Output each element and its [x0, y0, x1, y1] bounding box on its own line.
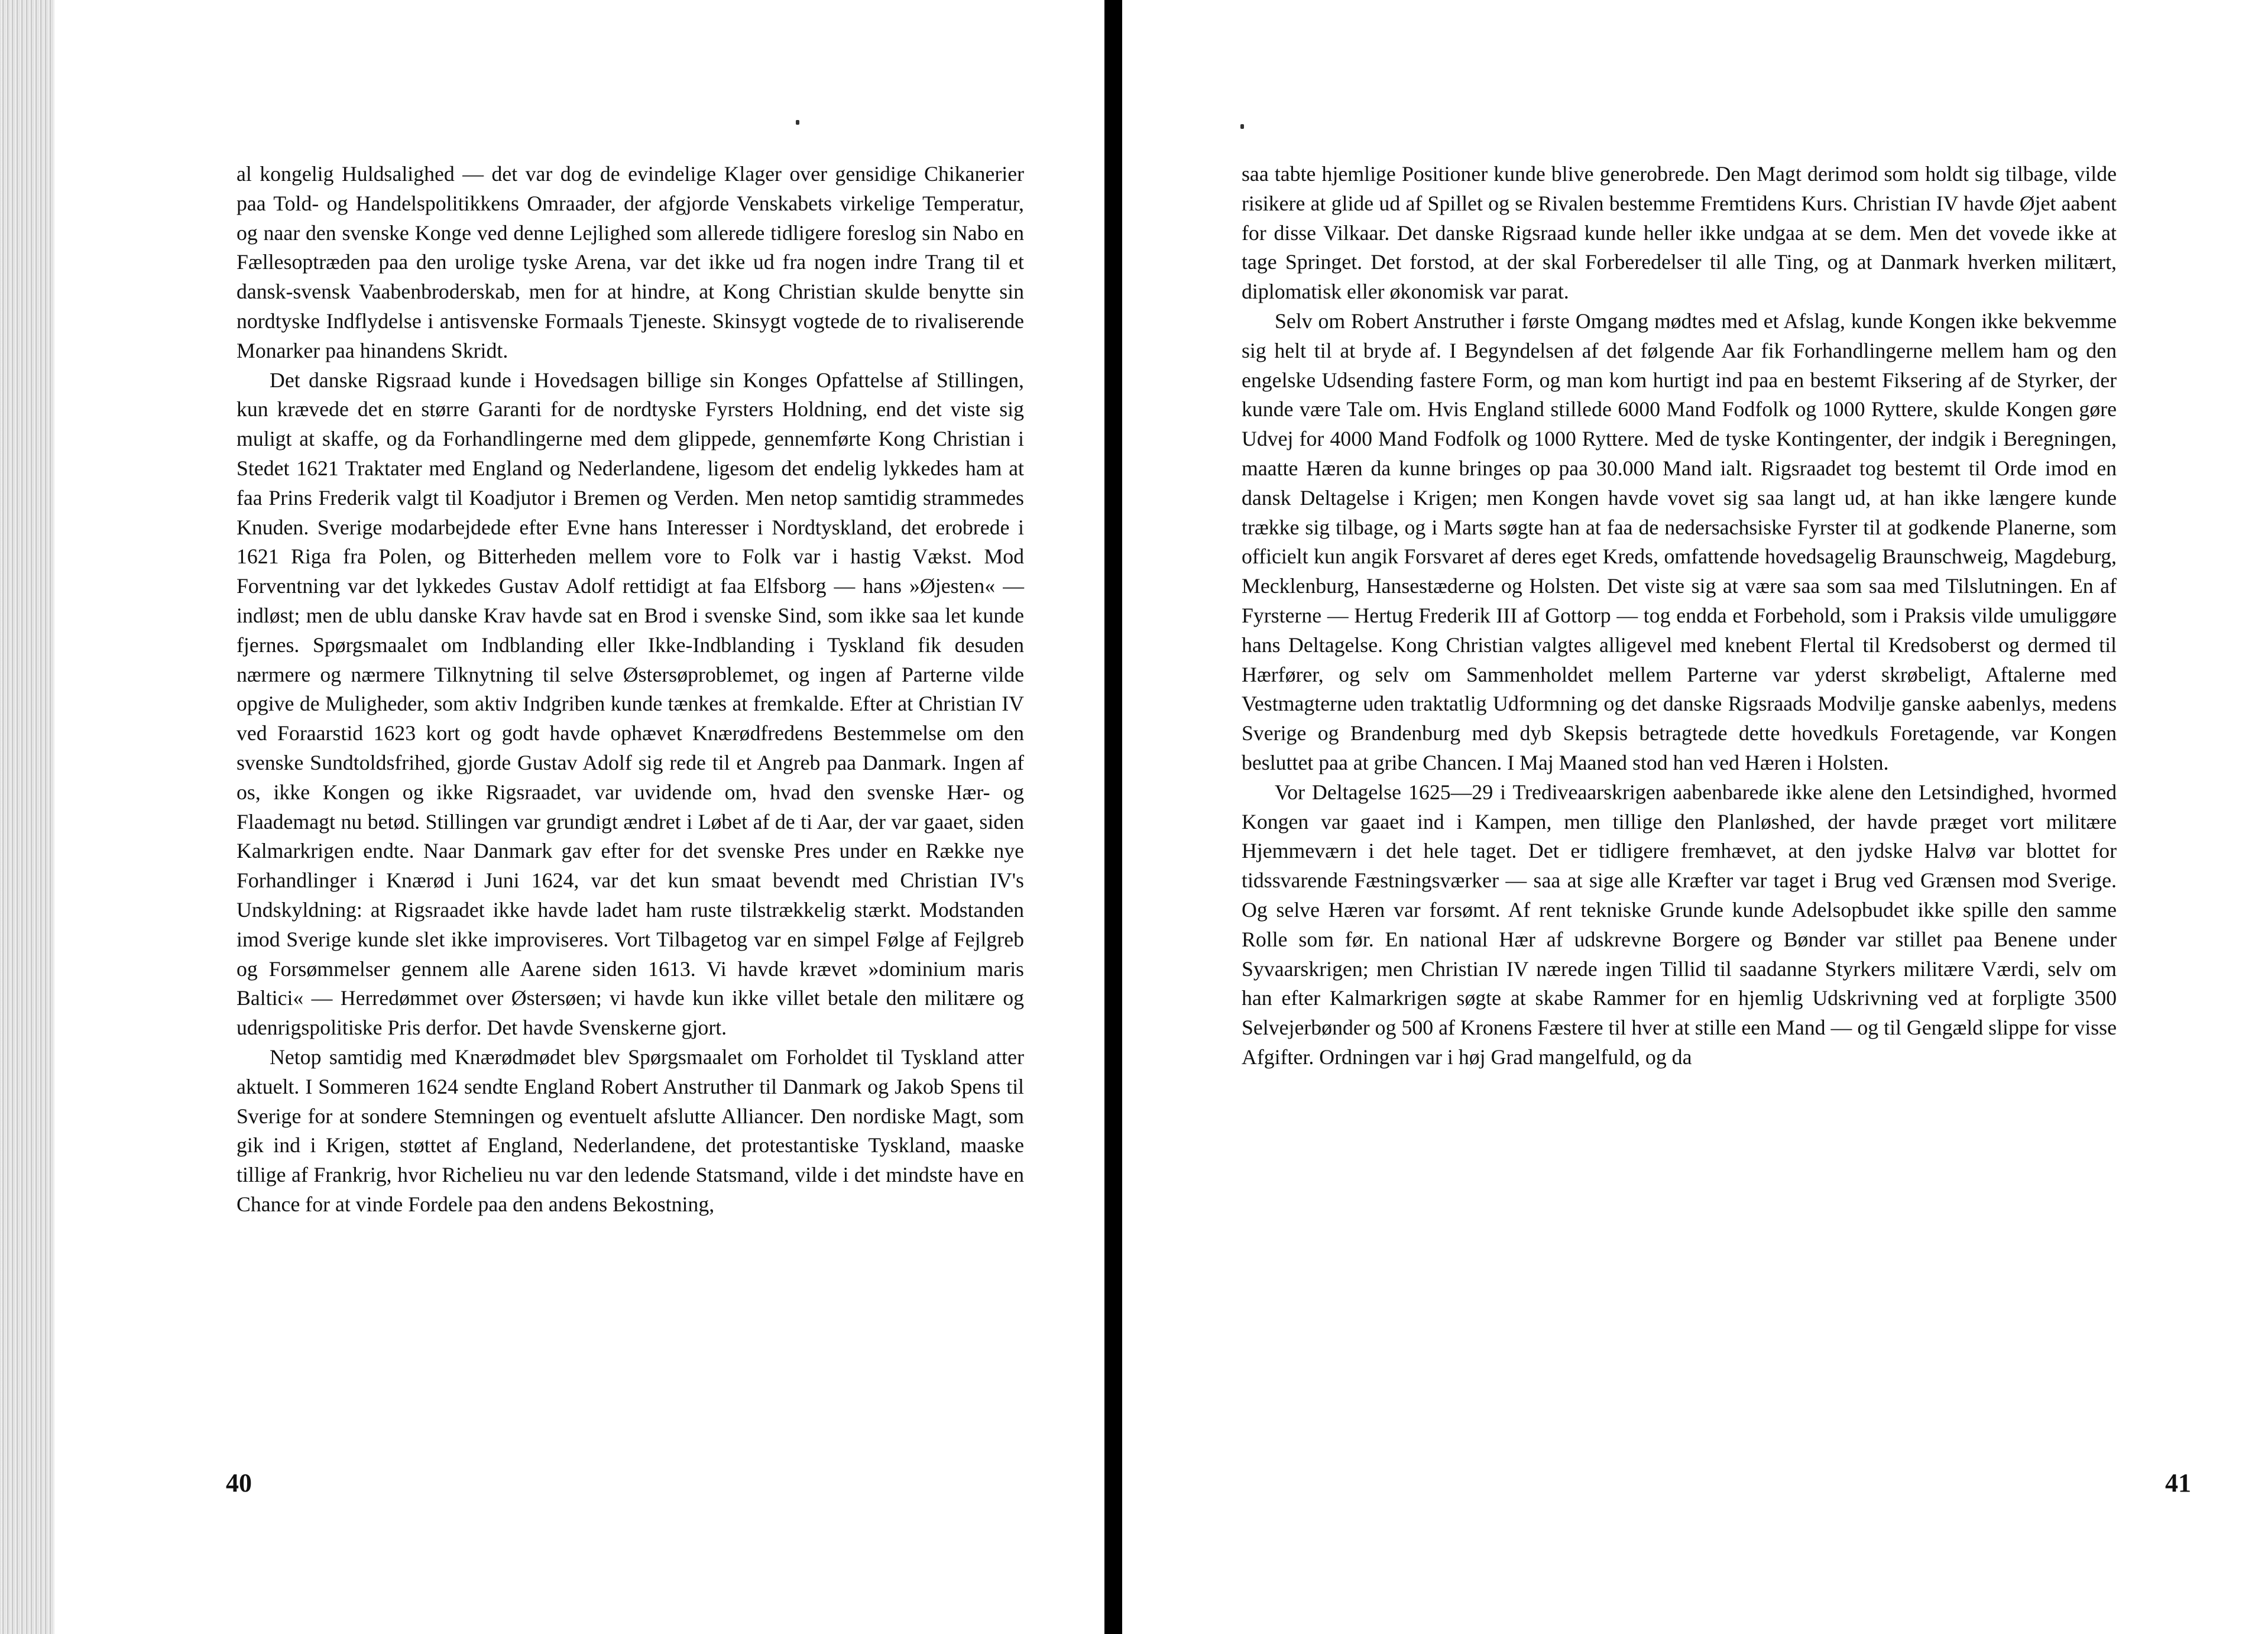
left-page [0, 0, 1104, 1634]
paragraph: al kongelig Huldsalighed — det var dog de evindelige Klager over gensidige Chikanerier paa Told- og Handelspolitikkens Omraader, der afgjorde Venskabets virkelige Temperatur, og naar den svenske Konge ved denne Lejlighed som allerede tidligere foreslog sin Nabo en Fællesoptræden paa den urolige tyske Arena, var det ikke ud fra nogen indre Trang til et dansk-svensk Vaabenbroderskab, men for at hindre, at Kong Christian skulde benytte sin nordtyske Indflydelse i antisvenske Formaals Tjeneste. Skinsygt vogtede de to rivaliserende Monarker paa hinandens Skridt. [236, 162, 1024, 362]
paragraph: Selv om Robert Anstruther i første Omgang mødtes med et Afslag, kunde Kongen ikke bekvemme sig helt til at bryde af. I Begyndelsen af det følgende Aar fik Forhandlingerne mellem ham og den engelske Udsending fastere Form, og man kom hurtigt ind paa en bestemt Fiksering af de Styrker, der kunde være Tale om. Hvis England stillede 6000 Mand Fodfolk og 1000 Ryttere, skulde Kongen gøre Udvej for 4000 Mand Fodfolk og 1000 Ryttere. Med de tyske Kontingenter, der indgik i Beregningen, maatte Hæren da kunne bringes op paa 30.000 Mand ialt. Rigsraadet tog bestemt til Orde imod en dansk Deltagelse i Krigen; men Kongen havde vovet sig saa langt ud, at han ikke længere kunde trække sig tilbage, og i Marts søgte han at faa de nedersachsiske Fyrster til at godkende Planerne, som officielt kun angik Forsvaret af deres eget Kreds, omfattende hovedsagelig Braunschweig, Magdeburg, Mecklenburg, Hansestæderne og Holsten. Det viste sig at være saa som saa med Tilslutningen. En af Fyrsterne — Hertug Frederik III af Gottorp — tog endda et Forbehold, som i Praksis vilde umuliggøre hans Deltagelse. Kong Christian valgtes alligevel med knebent Flertal til Kredsoberst og dermed til Hærfører, og selv om Sammenholdet mellem Parterne var yderst skrøbeligt, Aftalerne med Vestmagterne uden traktatlig Udformning og det danske Rigsraads Modvilje ganske aabenlys, medens Sverige og Brandenburg med dyb Skepsis betragtede dette hovedkuls Foretagende, var Kongen besluttet paa at gribe Chancen. I Maj Maaned stod han ved Hæren i Holsten. [1242, 309, 2117, 774]
right-text-block [1242, 160, 2117, 1072]
print-speck [1240, 124, 1244, 129]
page-edge-stripes [0, 0, 54, 1634]
page-number: 40 [226, 1468, 252, 1497]
paragraph: Netop samtidig med Knærødmødet blev Spørgsmaalet om Forholdet til Tyskland atter aktuelt. I Sommeren 1624 sendte England Robert Anstruther til Danmark og Jakob Spens til Sverige for at sondere Stemningen og eventuelt afslutte Alliancer. Den nordiske Magt, som gik ind i Krigen, støttet af England, Nederlandene, det protestantiske Tyskland, maaske tillige af Frankrig, hvor Richelieu nu var den ledende Statsmand, vilde i det mindste have en Chance for at vinde Fordele paa den andens Bekostning, [236, 1045, 1024, 1216]
page-number: 41 [2165, 1468, 2191, 1497]
right-page [1122, 0, 2268, 1634]
paragraph: Vor Deltagelse 1625—29 i Trediveaarskrigen aabenbarede ikke alene den Letsindighed, hvormed Kongen var gaaet ind i Kampen, men tillige den Planløshed, der havde præget vort militære Hjemmeværn i det hele taget. Det er tidligere fremhævet, at den jydske Halvø var blottet for tidssvarende Fæstningsværker — saa at sige alle Kræfter var taget i Brug ved Grænsen mod Sverige. Og selve Hæren var forsømt. Af rent tekniske Grunde kunde Adelsopbudet ikke spille den samme Rolle som før. En national Hær af udskrevne Borgere og Bønder var stillet paa Benene under Syvaarskrigen; men Christian IV nærede ingen Tillid til saadanne Styrkers militære Værdi, selv om han efter Kalmarkrigen søgte at skabe Rammer for en hjemlig Udskrivning ved at forpligte 3500 Selvejerbønder og 500 af Kronens Fæstere til hver at stille een Mand — og til Gengæld slippe for visse Afgifter. Ordningen var i høj Grad mangelfuld, og da [1242, 780, 2117, 1069]
book-gutter [1104, 0, 1122, 1634]
paragraph: saa tabte hjemlige Positioner kunde blive generobrede. Den Magt derimod som holdt sig tilbage, vilde risikere at glide ud af Spillet og se Rivalen bestemme Fremtidens Kurs. Christian IV havde Øjet aabent for disse Vilkaar. Det danske Rigsraad kunde heller ikke undgaa at se dem. Men det vovede ikke at tage Springet. Det forstod, at der skal Forberedelser til alle Ting, og at Danmark hverken militært, diplomatisk eller økonomisk var parat. [1242, 162, 2117, 304]
paragraph: Det danske Rigsraad kunde i Hovedsagen billige sin Konges Opfattelse af Stillingen, kun krævede det en større Garanti for de nordtyske Fyrsters Holdning, end det viste sig muligt at skaffe, og da Forhandlingerne med dem glippede, gennemførte Kong Christian i Stedet 1621 Traktater med England og Nederlandene, ligesom det endelig lykkedes ham at faa Prins Frederik valgt til Koadjutor i Bremen og Verden. Men netop samtidig strammedes Knuden. Sverige modarbejdede efter Evne hans Interesser i Nordtyskland, det erobrede i 1621 Riga fra Polen, og Bitterheden mellem vore to Folk var i hastig Vækst. Mod Forventning var det lykkedes Gustav Adolf rettidigt at faa Elfsborg — hans »Øjesten« — indløst; men de ublu danske Krav havde sat en Brod i svenske Sind, som ikke saa let kunde fjernes. Spørgsmaalet om Indblanding eller Ikke-Indblanding i Tyskland fik desuden nærmere og nærmere Tilknytning til selve Østersøproblemet, og ingen af Parterne vilde opgive de Muligheder, som aktiv Indgriben kunde tænkes at fremkalde. Efter at Christian IV ved Foraarstid 1623 kort og godt havde ophævet Knærødfredens Bestemmelse om den svenske Sundtoldsfrihed, gjorde Gustav Adolf sig rede til et Angreb paa Danmark. Ingen af os, ikke Kongen og ikke Rigsraadet, var uvidende om, hvad den svenske Hær- og Flaademagt nu betød. Stillingen var grundigt ændret i Løbet af de ti Aar, der var gaaet, siden Kalmarkrigen endte. Naar Danmark gav efter for det svenske Pres under en Række nye Forhandlinger i Knærød i Juni 1624, var det kun smaat bevendt med Christian IV's Undskyldning: at Rigsraadet ikke havde ladet ham ruste tilstrækkelig stærkt. Modstanden imod Sverige kunde slet ikke improviseres. Vort Tilbagetog var en simpel Følge af Fejlgreb og Forsømmelser gennem alle Aarene siden 1613. Vi havde krævet »dominium maris Baltici« — Herredømmet over Østersøen; vi havde kun ikke villet betale den militære og udenrigspolitiske Pris derfor. Det havde Svenskerne gjort. [236, 368, 1024, 1040]
left-text-block [236, 160, 1024, 1220]
print-speck [796, 120, 799, 125]
